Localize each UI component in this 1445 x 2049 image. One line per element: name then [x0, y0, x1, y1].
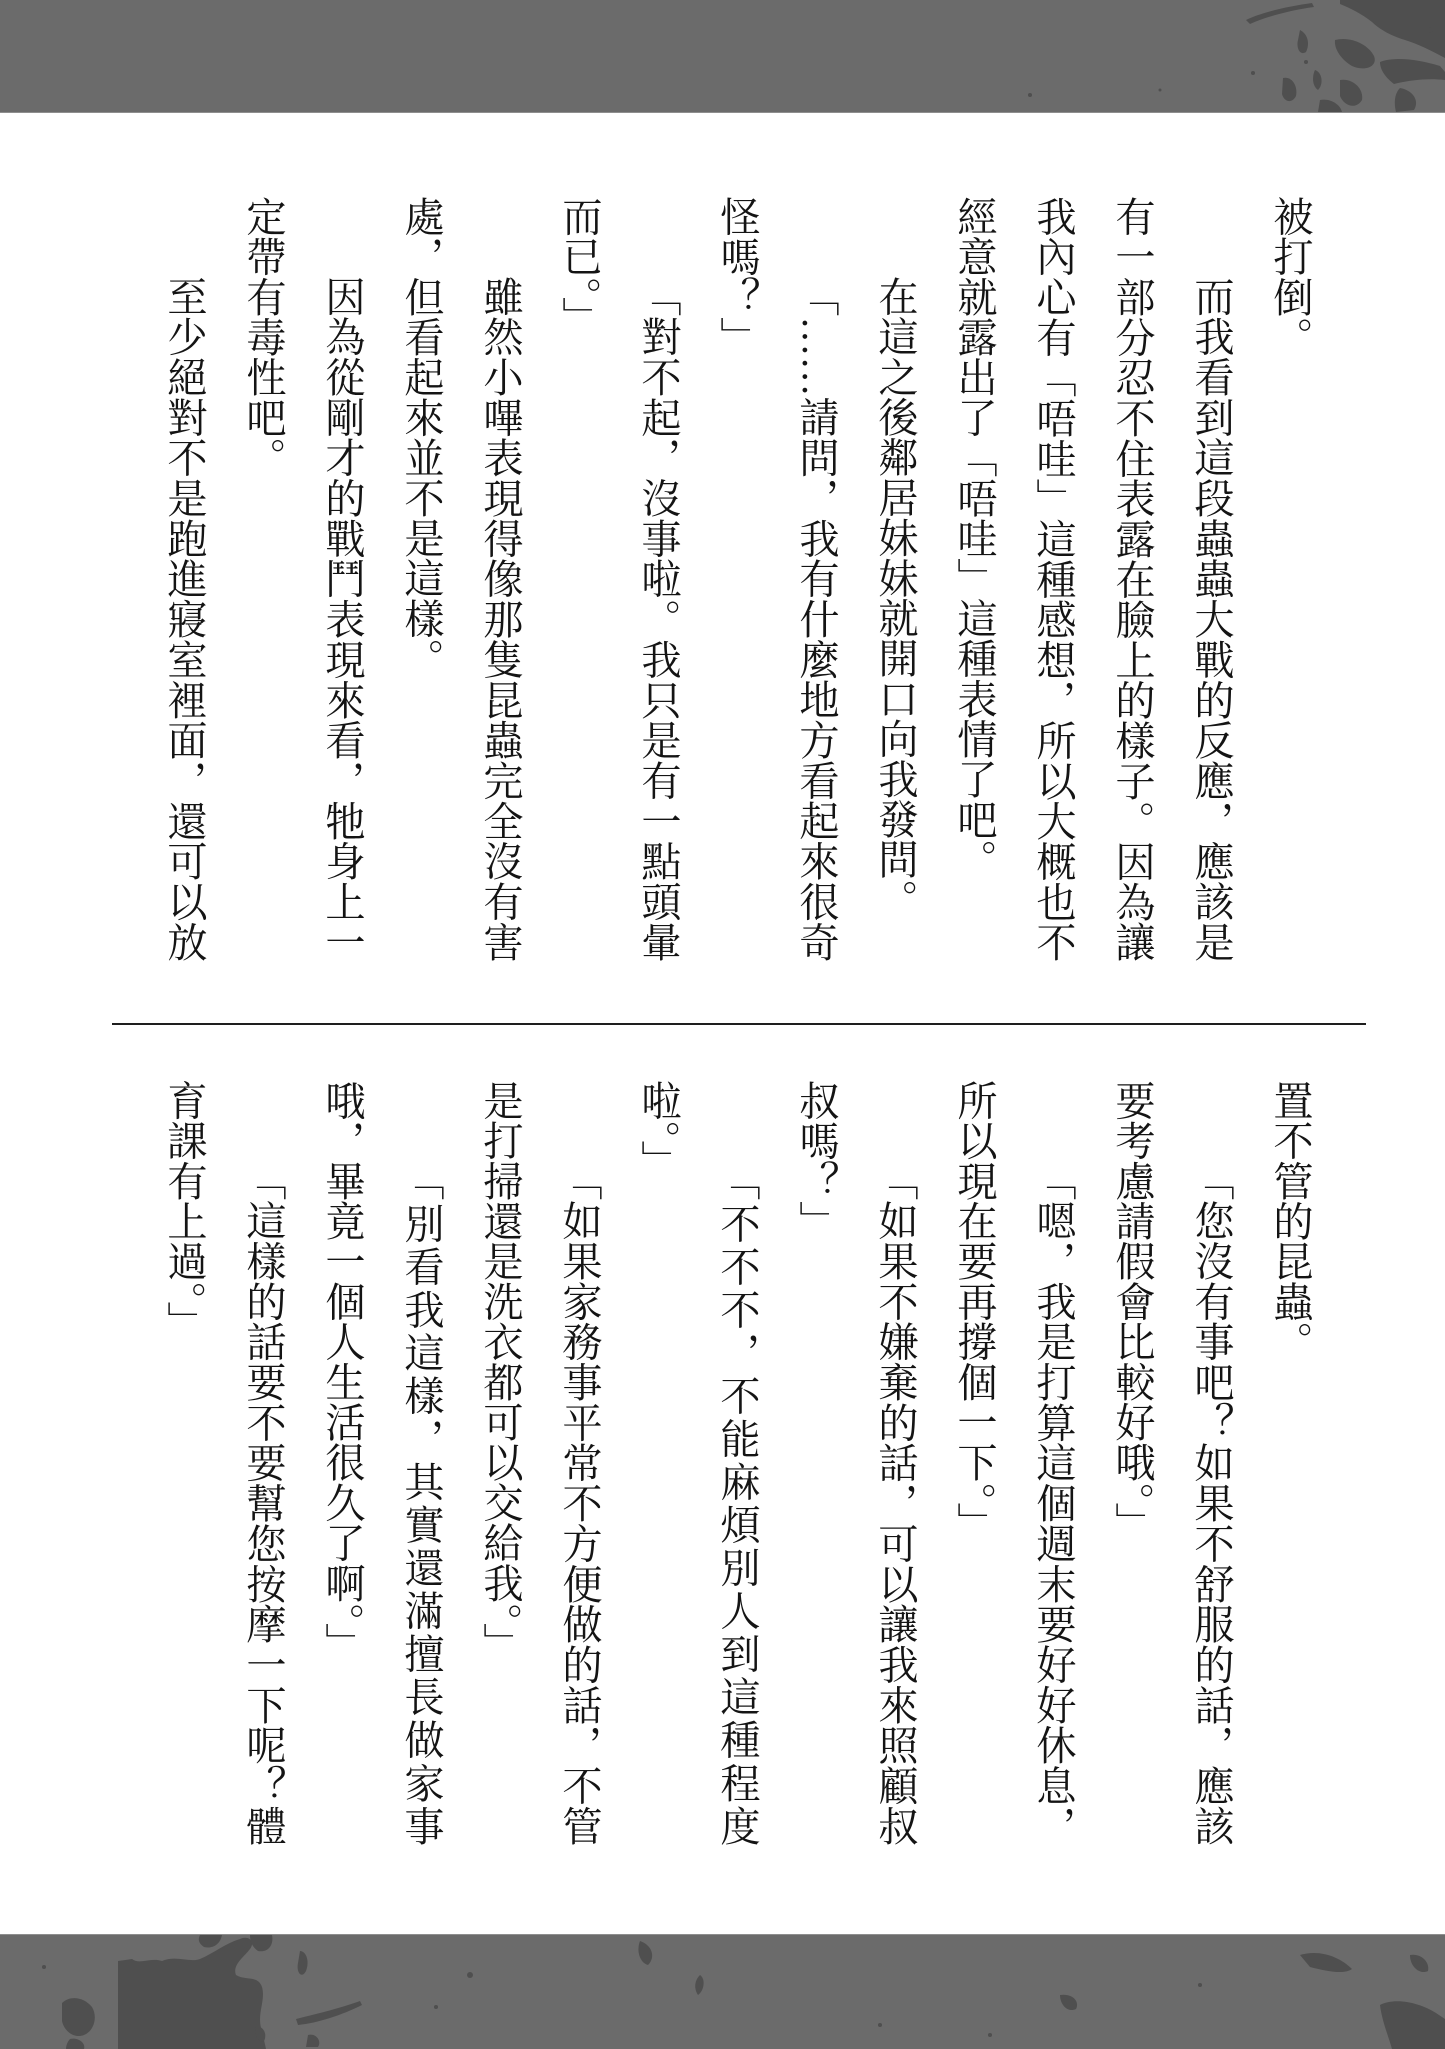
text-column: 「嗯，我是打算這個週末要好好休息，: [1031, 1160, 1076, 1846]
text-column: 所以現在要再撐個一下。」: [952, 1080, 997, 1543]
text-column: 哦，畢竟一個人生活很久了啊。」: [320, 1080, 365, 1663]
text-column: 「如果家務事平常不方便做的話，不管: [557, 1160, 602, 1846]
divider-line: [112, 1023, 1366, 1025]
text-column: 因為從剛才的戰鬥表現來看，牠身上一: [320, 276, 365, 962]
grunge-texture-icon: [0, 0, 1445, 113]
text-column: 定帶有毒性吧。: [241, 196, 286, 478]
text-column: 「如果不嫌棄的話，可以讓我來照顧叔: [873, 1160, 918, 1846]
text-column: 有一部分忍不住表露在臉上的樣子。因為讓: [1110, 196, 1155, 962]
text-column: 而我看到這段蟲蟲大戰的反應，應該是: [1189, 276, 1234, 962]
text-column: 置不管的昆蟲。: [1268, 1080, 1313, 1362]
text-column: 雖然小嗶表現得像那隻昆蟲完全沒有害: [478, 276, 523, 962]
text-column: 「這樣的話要不要幫您按摩一下呢？體: [241, 1160, 286, 1846]
text-column: 「別看我這樣，其實還滿擅長做家事: [399, 1160, 444, 1846]
text-column: 被打倒。: [1268, 196, 1313, 357]
text-column: 「……請問，我有什麼地方看起來很奇: [794, 276, 839, 962]
text-column: 我內心有「唔哇」這種感想，所以大概也不: [1031, 196, 1076, 962]
text-column: 經意就露出了「唔哇」這種表情了吧。: [952, 196, 997, 880]
text-column: 育課有上過。」: [162, 1080, 207, 1342]
text-column: 「您沒有事吧？如果不舒服的話，應該: [1189, 1160, 1234, 1846]
text-column: 在這之後鄰居妹妹就開口向我發問。: [873, 276, 918, 920]
grunge-texture-icon: [0, 1935, 1445, 2049]
text-column: 「不不不，不能麻煩別人到這種程度: [715, 1160, 760, 1846]
footer-band: [0, 1934, 1445, 2049]
text-column: 至少絕對不是跑進寢室裡面，還可以放: [162, 276, 207, 962]
text-column: 怪嗎？」: [715, 196, 760, 357]
text-block-top: [145, 196, 1330, 962]
text-column: 叔嗎？」: [794, 1080, 839, 1241]
text-column: 「對不起，沒事啦。我只是有一點頭暈: [636, 276, 681, 962]
text-block-bottom: [145, 1080, 1330, 1846]
header-band: [0, 0, 1445, 113]
text-column: 要考慮請假會比較好哦。」: [1110, 1080, 1155, 1543]
text-column: 而已。」: [557, 196, 602, 337]
text-column: 處，但看起來並不是這樣。: [399, 196, 444, 679]
text-column: 啦。」: [636, 1080, 681, 1181]
text-column: 是打掃還是洗衣都可以交給我。」: [478, 1080, 523, 1663]
